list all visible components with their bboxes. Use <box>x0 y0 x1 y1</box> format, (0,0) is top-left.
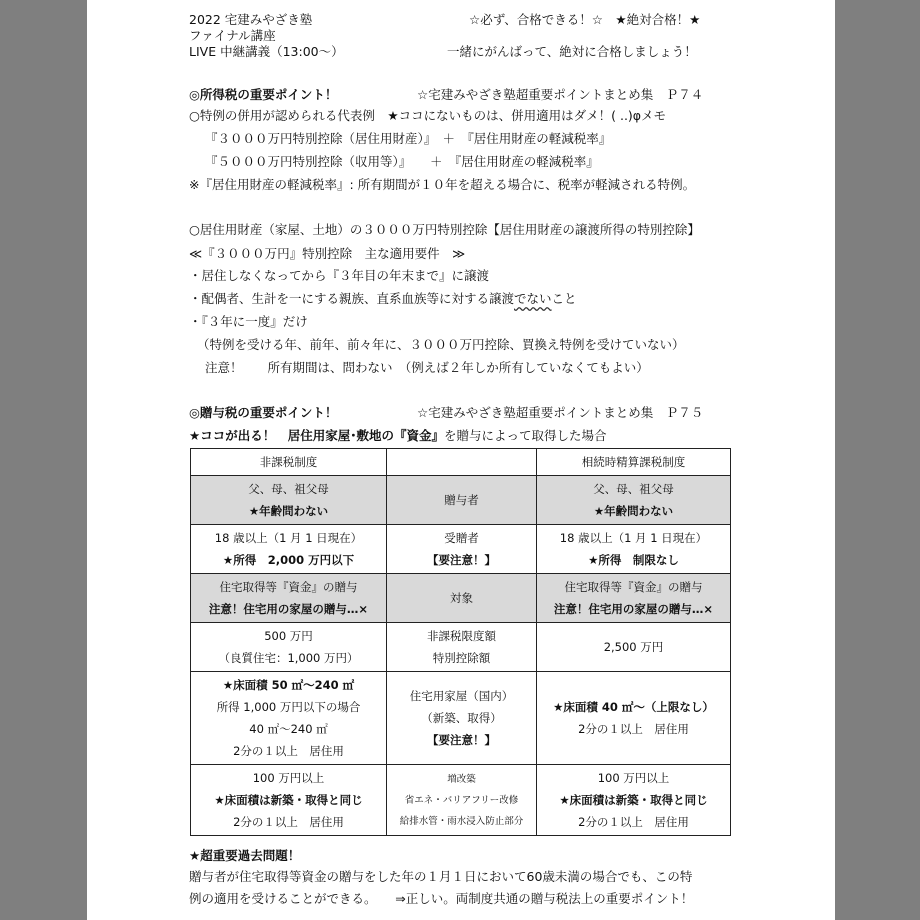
cell-line: ★年齢問わない <box>248 504 329 518</box>
income-tax-heading: ◎所得税の重要ポイント！ <box>189 87 338 102</box>
table-cell-right <box>537 525 731 574</box>
table-header-row <box>191 449 731 476</box>
gift-tax-lead: ★ココが出る！ 居住用家屋･敷地の『資金』を贈与によって取得した場合 <box>189 428 607 443</box>
header-encourage: 一緒にがんばって、絶対に合格しましょう！ <box>447 44 697 59</box>
requirement-note: （特例を受ける年、前年、前々年に、３０００万円控除、買換え特例を受けていない） <box>197 337 685 352</box>
header-slogan: ☆必ず、合格できる！☆ ★絶対合格！★ <box>469 12 701 27</box>
table-row <box>191 574 731 623</box>
table-cell-mid <box>387 476 537 525</box>
past-exam-text: 贈与者が住宅取得等資金の贈与をした年の１月１日において60歳未満の場合でも、この特 <box>189 869 693 884</box>
header-school: 2022 宅建みやざき塾 <box>189 12 313 27</box>
table-cell-right <box>537 623 731 672</box>
cell-line: 非課税限度額 <box>427 629 496 643</box>
cell-line: 500 万円 <box>264 629 313 643</box>
table-row <box>191 623 731 672</box>
cell-line: 住宅用家屋（国内） <box>409 689 514 703</box>
cell-line: 父、母、祖父母 <box>248 482 329 496</box>
income-tax-line: 『５０００万円特別控除（収用等）』 ＋ 『居住用財産の軽減税率』 <box>205 154 599 169</box>
cell-line: 18 歳以上（1 月 1 日現在） <box>559 531 708 545</box>
cell-line: 贈与者 <box>444 493 479 507</box>
cell-line: 2分の１以上 居住用 <box>233 744 344 758</box>
cell-line: ★床面積 40 ㎡〜（上限なし） <box>553 700 714 714</box>
table-cell-left <box>191 623 387 672</box>
cell-line: ★年齢問わない <box>593 504 674 518</box>
table-cell-left <box>191 672 387 765</box>
cell-line: 2分の１以上 居住用 <box>578 722 689 736</box>
past-exam-text: 例の適用を受けることができる。 ⇒正しい。両制度共通の贈与税法上の重要ポイント！ <box>189 891 694 906</box>
income-tax-line: ○特例の併用が認められる代表例 ★ココにないものは、併用適用はダメ！( ..)φメモ <box>189 108 667 123</box>
table-cell-right <box>537 672 731 765</box>
cell-line: 【要注意！】 <box>427 553 496 567</box>
cell-line: 所得 1,000 万円以下の場合 <box>216 700 361 714</box>
table-cell-left <box>191 476 387 525</box>
cell-line: ★床面積は新築・取得と同じ <box>214 793 363 807</box>
cell-line: 父、母、祖父母 <box>593 482 674 496</box>
cell-line: 注意！住宅用の家屋の贈与…× <box>208 602 369 616</box>
cell-line: 100 万円以上 <box>597 771 670 785</box>
cell-line: 100 万円以上 <box>252 771 325 785</box>
table-cell-mid <box>387 525 537 574</box>
cell-line: 18 歳以上（1 月 1 日現在） <box>214 531 363 545</box>
gift-tax-ref: ☆宅建みやざき塾超重要ポイントまとめ集 Ｐ７５ <box>417 405 704 420</box>
cell-line: 40 ㎡〜240 ㎡ <box>249 722 328 736</box>
cell-line: 住宅取得等『資金』の贈与 <box>564 580 703 594</box>
table-cell-mid <box>387 765 537 836</box>
table-cell-left <box>191 765 387 836</box>
cell-line: 給排水管・雨水浸入防止部分 <box>399 815 524 827</box>
table-row <box>191 476 731 525</box>
table-row <box>191 672 731 765</box>
table-cell-left <box>191 574 387 623</box>
cell-line: 注意！住宅用の家屋の贈与…× <box>553 602 714 616</box>
table-cell-mid <box>387 623 537 672</box>
cell-line: ★床面積 50 ㎡〜240 ㎡ <box>222 678 355 692</box>
table-cell-left <box>191 525 387 574</box>
requirement-item: ・配偶者、生計を一にする親族、直系血族等に対する譲渡でないこと <box>189 291 577 306</box>
header-course: ファイナル講座 <box>189 28 276 43</box>
table-row <box>191 525 731 574</box>
col-header-item <box>387 449 537 476</box>
col-header-tax-exempt: 非課税制度 <box>191 449 387 476</box>
cell-line: 特別控除額 <box>432 651 491 665</box>
cell-line: 2分の１以上 居住用 <box>233 815 344 829</box>
residential-subtitle: ≪『３０００万円』特別控除 主な適用要件 ≫ <box>189 246 466 261</box>
table-cell-right <box>537 476 731 525</box>
cell-line: ★所得 制限なし <box>588 553 679 567</box>
cell-line: 増改築 <box>447 773 476 785</box>
table-cell-mid <box>387 574 537 623</box>
income-tax-note: ※『居住用財産の軽減税率』: 所有期間が１０年を超える場合に、税率が軽減される特例。 <box>189 177 696 192</box>
requirement-item: ・居住しなくなってから『３年目の年末まで』に譲渡 <box>189 268 490 283</box>
col-header-settlement: 相続時精算課税制度 <box>537 449 731 476</box>
table-row <box>191 765 731 836</box>
cell-line: 対象 <box>450 591 473 605</box>
cell-line: 住宅取得等『資金』の贈与 <box>219 580 358 594</box>
table-cell-right <box>537 765 731 836</box>
cell-line: 2,500 万円 <box>603 640 664 654</box>
gift-tax-heading: ◎贈与税の重要ポイント！ <box>189 405 338 420</box>
cell-line: ★床面積は新築・取得と同じ <box>559 793 708 807</box>
requirement-item: ・『３年に一度』だけ <box>189 314 308 329</box>
income-tax-ref: ☆宅建みやざき塾超重要ポイントまとめ集 Ｐ７４ <box>417 87 704 102</box>
cell-line: ★所得 2,000 万円以下 <box>222 553 355 567</box>
past-exam-heading: ★超重要過去問題！ <box>189 848 301 863</box>
cell-line: 【要注意！】 <box>427 733 496 747</box>
income-tax-line: 『３０００万円特別控除（居住用財産）』 ＋ 『居住用財産の軽減税率』 <box>205 131 612 146</box>
cell-line: 2分の１以上 居住用 <box>578 815 689 829</box>
cell-line: （新築、取得） <box>421 711 502 725</box>
header-live: LIVE 中継講義（13:00〜） <box>189 44 344 59</box>
table-cell-mid <box>387 672 537 765</box>
caution-note: 注意！ 所有期間は、問わない （例えば２年しか所有していなくてもよい） <box>205 360 649 375</box>
cell-line: 省エネ・バリアフリー改修 <box>404 794 519 806</box>
cell-line: 受贈者 <box>444 531 479 545</box>
table-cell-right <box>537 574 731 623</box>
gift-tax-table <box>190 448 731 836</box>
cell-line: （良質住宅：1,000 万円） <box>218 651 359 665</box>
residential-title: ○居住用財産（家屋、土地）の３０００万円特別控除【居住用財産の譲渡所得の特別控除】 <box>189 222 700 237</box>
